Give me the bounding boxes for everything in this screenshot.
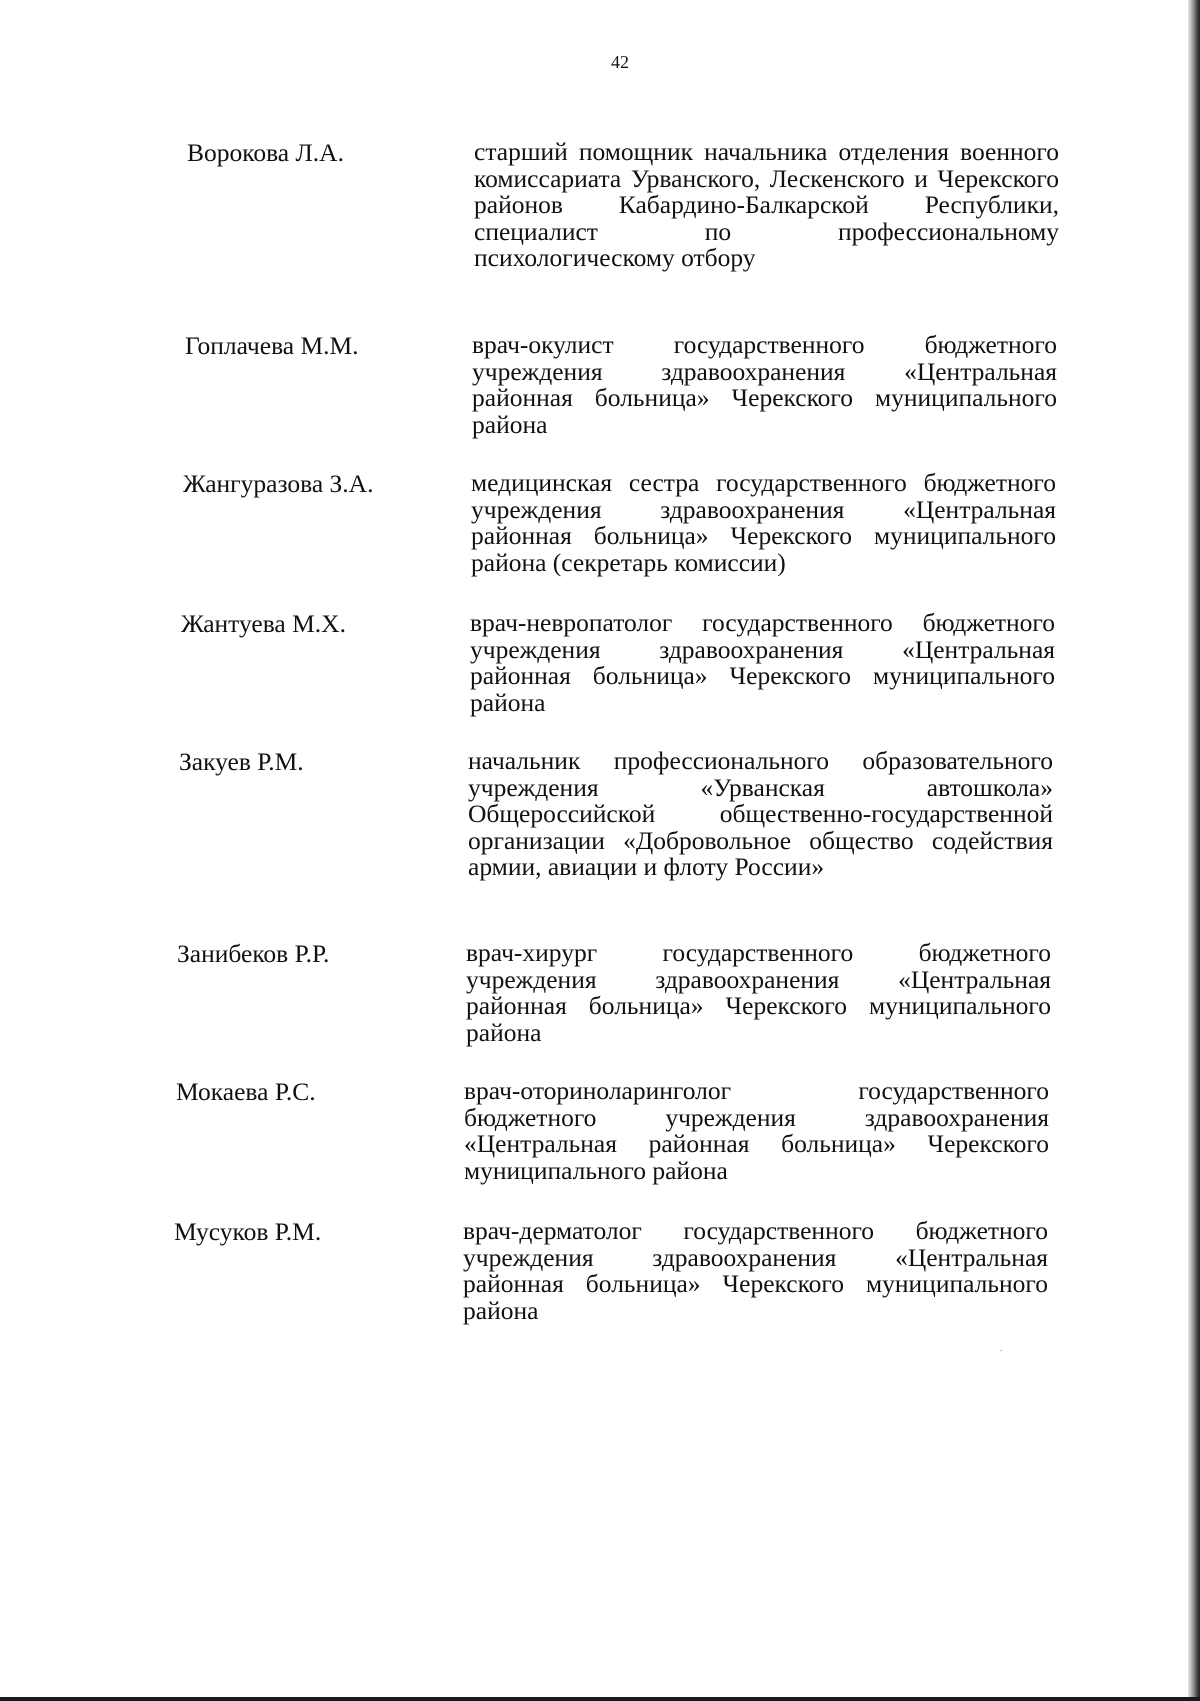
member-position: старший помощник начальника отделения военного комиссариата Урванского, Лескенского и Черекского районов Кабардино-Балкарской Республики, специалист по профессиональному психологическому отбору: [474, 137, 1059, 272]
member-position: врач-хирург государственного бюджетного учреждения здравоохранения «Центральная районная больница» Черекского муниципального района: [466, 938, 1051, 1047]
member-name: Закуев Р.М.: [179, 747, 304, 776]
scan-speck: [1000, 1350, 1002, 1351]
member-position: врач-невропатолог государственного бюджетного учреждения здравоохранения «Центральная районная больница» Черекского муниципального района: [470, 608, 1055, 717]
scan-edge-bottom: [0, 1697, 1200, 1701]
page-number: 42: [611, 52, 629, 72]
member-position: начальник профессионального образовательного учреждения «Урванская автошкола» Общероссийской общественно-государственной организации «Добровольное общество содействия армии, авиации и флоту России»: [468, 746, 1053, 881]
member-name: Жантуева М.Х.: [181, 609, 346, 638]
member-name: Ворокова Л.А.: [187, 138, 344, 167]
scan-edge-right: [1188, 0, 1200, 1701]
member-position: врач-дерматолог государственного бюджетного учреждения здравоохранения «Центральная районная больница» Черекского муниципального района: [463, 1216, 1048, 1325]
member-name: Занибеков Р.Р.: [177, 939, 330, 968]
member-position: врач-окулист государственного бюджетного учреждения здравоохранения «Центральная районная больница» Черекского муниципального района: [472, 330, 1057, 439]
member-name: Мусуков Р.М.: [174, 1217, 322, 1246]
member-position: врач-оториноларинголог государственного бюджетного учреждения здравоохранения «Центральная районная больница» Черекского муниципального района: [464, 1076, 1049, 1185]
member-position: медицинская сестра государственного бюджетного учреждения здравоохранения «Центральная районная больница» Черекского муниципального района (секретарь комиссии): [471, 468, 1056, 577]
member-name: Жангуразова З.А.: [183, 469, 374, 498]
member-name: Гоплачева М.М.: [185, 331, 359, 360]
member-name: Мокаева Р.С.: [176, 1077, 316, 1106]
